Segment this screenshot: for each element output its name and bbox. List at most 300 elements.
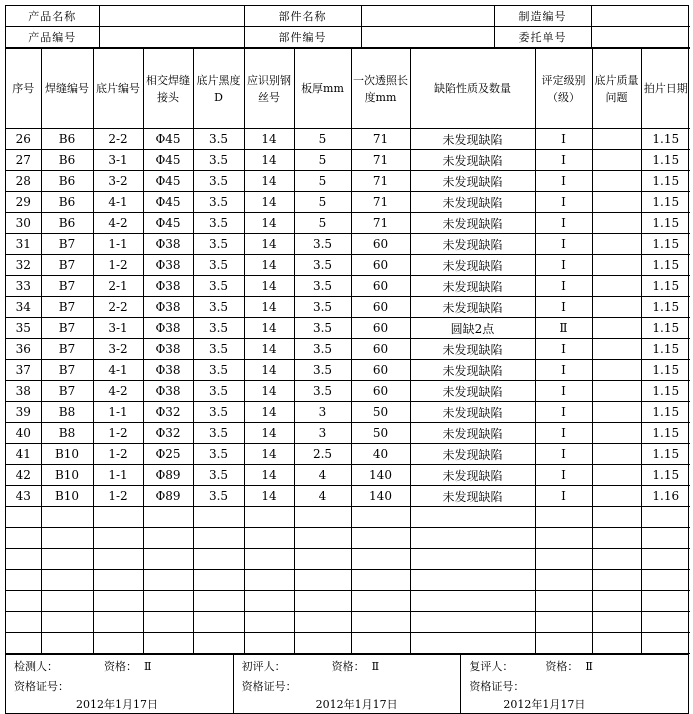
cell-defect: 未发现缺陷 xyxy=(410,150,535,171)
cell-seq: 33 xyxy=(6,276,41,297)
cell-joint: Φ89 xyxy=(143,486,193,507)
empty-cell-grade[interactable] xyxy=(535,570,592,591)
cell-quality xyxy=(592,129,641,150)
empty-cell-defect[interactable] xyxy=(410,570,535,591)
cell-joint: Φ45 xyxy=(143,129,193,150)
cell-length: 71 xyxy=(351,129,410,150)
cell-grade: I xyxy=(535,402,592,423)
cell-grade: Ⅱ xyxy=(535,318,592,339)
cell-seq: 29 xyxy=(6,192,41,213)
table-row xyxy=(6,192,690,213)
empty-cell-grade[interactable] xyxy=(535,612,592,633)
col-grade: 评定级别（级） xyxy=(535,49,592,129)
cell-defect: 未发现缺陷 xyxy=(410,339,535,360)
cell-thick: 3.5 xyxy=(294,318,351,339)
empty-cell-weld[interactable] xyxy=(41,507,93,528)
col-film: 底片编号 xyxy=(93,49,143,129)
cell-quality xyxy=(592,297,641,318)
cell-length: 60 xyxy=(351,360,410,381)
empty-cell-quality[interactable] xyxy=(592,591,641,612)
cell-grade: I xyxy=(535,255,592,276)
empty-table-row xyxy=(6,612,690,633)
cell-iqi: 14 xyxy=(244,255,294,276)
cell-quality xyxy=(592,171,641,192)
cell-thick: 2.5 xyxy=(294,444,351,465)
col-thick: 板厚mm xyxy=(294,49,351,129)
cell-grade: I xyxy=(535,213,592,234)
empty-cell-weld[interactable] xyxy=(41,570,93,591)
manufacture-no-value[interactable] xyxy=(591,6,690,27)
empty-cell-length[interactable] xyxy=(351,507,410,528)
cell-defect: 未发现缺陷 xyxy=(410,465,535,486)
cell-seq: 38 xyxy=(6,381,41,402)
empty-cell-quality[interactable] xyxy=(592,549,641,570)
empty-cell-film[interactable] xyxy=(93,633,143,654)
cell-joint: Φ38 xyxy=(143,360,193,381)
empty-cell-thick[interactable] xyxy=(294,507,351,528)
cell-length: 71 xyxy=(351,192,410,213)
empty-cell-length[interactable] xyxy=(351,570,410,591)
cell-joint: Φ89 xyxy=(143,465,193,486)
cell-seq: 37 xyxy=(6,360,41,381)
empty-cell-joint[interactable] xyxy=(143,612,193,633)
data-rows xyxy=(6,129,690,654)
empty-cell-joint[interactable] xyxy=(143,591,193,612)
cell-defect: 未发现缺陷 xyxy=(410,402,535,423)
cell-film: 1-2 xyxy=(93,423,143,444)
cell-quality xyxy=(592,360,641,381)
cell-film: 1-2 xyxy=(93,486,143,507)
cell-seq: 42 xyxy=(6,465,41,486)
cell-quality xyxy=(592,423,641,444)
product-no-label: 产品编号 xyxy=(6,27,99,48)
cell-quality xyxy=(592,381,641,402)
empty-cell-date[interactable] xyxy=(641,633,690,654)
empty-cell-defect[interactable] xyxy=(410,612,535,633)
cell-seq: 28 xyxy=(6,171,41,192)
empty-cell-iqi[interactable] xyxy=(244,528,294,549)
column-header-row xyxy=(6,49,690,129)
final-reviewer-date: 2012年1月17日 xyxy=(503,698,586,711)
cell-length: 40 xyxy=(351,444,410,465)
product-name-value[interactable] xyxy=(99,6,244,27)
cell-date: 1.15 xyxy=(641,192,690,213)
empty-table-row xyxy=(6,549,690,570)
empty-cell-defect[interactable] xyxy=(410,633,535,654)
empty-cell-date[interactable] xyxy=(641,591,690,612)
cell-film: 4-2 xyxy=(93,213,143,234)
cell-weld: B10 xyxy=(41,465,93,486)
empty-cell-quality[interactable] xyxy=(592,633,641,654)
cell-defect: 未发现缺陷 xyxy=(410,213,535,234)
cell-seq: 40 xyxy=(6,423,41,444)
cell-thick: 3 xyxy=(294,402,351,423)
cell-grade: I xyxy=(535,276,592,297)
cell-density: 3.5 xyxy=(193,213,244,234)
empty-cell-thick[interactable] xyxy=(294,591,351,612)
cell-film: 3-2 xyxy=(93,339,143,360)
cell-weld: B7 xyxy=(41,318,93,339)
cell-density: 3.5 xyxy=(193,318,244,339)
order-no-value[interactable] xyxy=(591,27,690,48)
empty-table-row xyxy=(6,570,690,591)
part-name-value[interactable] xyxy=(361,6,494,27)
empty-cell-thick[interactable] xyxy=(294,612,351,633)
initial-reviewer-date: 2012年1月17日 xyxy=(315,698,398,711)
cell-density: 3.5 xyxy=(193,423,244,444)
cell-iqi: 14 xyxy=(244,276,294,297)
empty-cell-weld[interactable] xyxy=(41,612,93,633)
col-length: 一次透照长度mm xyxy=(351,49,410,129)
cell-density: 3.5 xyxy=(193,360,244,381)
cell-weld: B6 xyxy=(41,129,93,150)
cell-weld: B8 xyxy=(41,402,93,423)
cell-density: 3.5 xyxy=(193,486,244,507)
cell-date: 1.15 xyxy=(641,255,690,276)
empty-cell-seq[interactable] xyxy=(6,591,41,612)
cell-weld: B6 xyxy=(41,213,93,234)
empty-cell-date[interactable] xyxy=(641,570,690,591)
cell-density: 3.5 xyxy=(193,381,244,402)
cell-quality xyxy=(592,255,641,276)
empty-cell-length[interactable] xyxy=(351,528,410,549)
cell-thick: 5 xyxy=(294,213,351,234)
cell-joint: Φ38 xyxy=(143,381,193,402)
cell-defect: 未发现缺陷 xyxy=(410,276,535,297)
empty-cell-density[interactable] xyxy=(193,549,244,570)
cell-density: 3.5 xyxy=(193,297,244,318)
empty-cell-film[interactable] xyxy=(93,549,143,570)
cell-film: 3-1 xyxy=(93,318,143,339)
empty-cell-density[interactable] xyxy=(193,507,244,528)
empty-cell-iqi[interactable] xyxy=(244,507,294,528)
empty-cell-thick[interactable] xyxy=(294,549,351,570)
cell-film: 2-2 xyxy=(93,129,143,150)
cell-iqi: 14 xyxy=(244,213,294,234)
cell-length: 60 xyxy=(351,318,410,339)
empty-cell-grade[interactable] xyxy=(535,549,592,570)
cell-date: 1.15 xyxy=(641,444,690,465)
empty-cell-film[interactable] xyxy=(93,570,143,591)
inspector-date: 2012年1月17日 xyxy=(76,698,158,711)
cell-date: 1.15 xyxy=(641,129,690,150)
cell-quality xyxy=(592,213,641,234)
cell-date: 1.15 xyxy=(641,423,690,444)
cell-quality xyxy=(592,318,641,339)
cell-joint: Φ38 xyxy=(143,339,193,360)
cell-grade: I xyxy=(535,171,592,192)
table-row xyxy=(6,486,690,507)
empty-cell-seq[interactable] xyxy=(6,507,41,528)
cell-seq: 30 xyxy=(6,213,41,234)
cell-film: 1-1 xyxy=(93,465,143,486)
cell-weld: B7 xyxy=(41,339,93,360)
empty-cell-joint[interactable] xyxy=(143,507,193,528)
empty-cell-density[interactable] xyxy=(193,612,244,633)
empty-cell-iqi[interactable] xyxy=(244,591,294,612)
cell-defect: 未发现缺陷 xyxy=(410,192,535,213)
cell-weld: B10 xyxy=(41,444,93,465)
cell-defect: 未发现缺陷 xyxy=(410,255,535,276)
table-row xyxy=(6,297,690,318)
empty-cell-grade[interactable] xyxy=(535,507,592,528)
cell-iqi: 14 xyxy=(244,381,294,402)
cell-length: 60 xyxy=(351,339,410,360)
empty-cell-quality[interactable] xyxy=(592,570,641,591)
cell-iqi: 14 xyxy=(244,171,294,192)
col-defect: 缺陷性质及数量 xyxy=(410,49,535,129)
cell-weld: B7 xyxy=(41,255,93,276)
table-row xyxy=(6,234,690,255)
table-row xyxy=(6,444,690,465)
empty-table-row xyxy=(6,591,690,612)
col-date: 拍片日期 xyxy=(641,49,690,129)
cell-iqi: 14 xyxy=(244,486,294,507)
cell-density: 3.5 xyxy=(193,150,244,171)
part-no-value[interactable] xyxy=(361,27,494,48)
cell-length: 71 xyxy=(351,213,410,234)
cell-quality xyxy=(592,486,641,507)
empty-cell-quality[interactable] xyxy=(592,612,641,633)
cell-iqi: 14 xyxy=(244,297,294,318)
cell-length: 60 xyxy=(351,381,410,402)
cell-joint: Φ32 xyxy=(143,423,193,444)
empty-cell-weld[interactable] xyxy=(41,549,93,570)
col-weld: 焊缝编号 xyxy=(41,49,93,129)
empty-cell-grade[interactable] xyxy=(535,528,592,549)
manufacture-no-label: 制造编号 xyxy=(494,6,591,27)
cell-density: 3.5 xyxy=(193,465,244,486)
empty-cell-seq[interactable] xyxy=(6,633,41,654)
cell-density: 3.5 xyxy=(193,129,244,150)
empty-cell-defect[interactable] xyxy=(410,591,535,612)
cell-joint: Φ32 xyxy=(143,402,193,423)
cell-density: 3.5 xyxy=(193,192,244,213)
cell-seq: 31 xyxy=(6,234,41,255)
cell-iqi: 14 xyxy=(244,423,294,444)
cell-date: 1.15 xyxy=(641,402,690,423)
cell-grade: I xyxy=(535,234,592,255)
cell-quality xyxy=(592,276,641,297)
col-quality: 底片质量问题 xyxy=(592,49,641,129)
empty-cell-grade[interactable] xyxy=(535,633,592,654)
cell-iqi: 14 xyxy=(244,402,294,423)
initial-reviewer-qual-value: Ⅱ xyxy=(371,660,380,673)
cell-seq: 26 xyxy=(6,129,41,150)
product-name-label: 产品名称 xyxy=(6,6,99,27)
empty-cell-length[interactable] xyxy=(351,612,410,633)
cell-grade: I xyxy=(535,360,592,381)
empty-cell-weld[interactable] xyxy=(41,528,93,549)
cell-defect: 未发现缺陷 xyxy=(410,234,535,255)
table-row xyxy=(6,276,690,297)
cell-length: 60 xyxy=(351,276,410,297)
empty-cell-iqi[interactable] xyxy=(244,612,294,633)
empty-cell-quality[interactable] xyxy=(592,528,641,549)
empty-cell-joint[interactable] xyxy=(143,549,193,570)
cell-date: 1.15 xyxy=(641,213,690,234)
cell-thick: 5 xyxy=(294,192,351,213)
empty-cell-weld[interactable] xyxy=(41,633,93,654)
cell-film: 1-1 xyxy=(93,402,143,423)
cell-date: 1.15 xyxy=(641,360,690,381)
table-row xyxy=(6,360,690,381)
cell-joint: Φ45 xyxy=(143,150,193,171)
empty-table-row xyxy=(6,633,690,654)
cell-quality xyxy=(592,465,641,486)
cell-joint: Φ38 xyxy=(143,297,193,318)
part-name-label: 部件名称 xyxy=(244,6,361,27)
empty-cell-defect[interactable] xyxy=(410,528,535,549)
cell-density: 3.5 xyxy=(193,255,244,276)
empty-cell-seq[interactable] xyxy=(6,612,41,633)
cell-seq: 36 xyxy=(6,339,41,360)
cell-date: 1.15 xyxy=(641,318,690,339)
cell-iqi: 14 xyxy=(244,234,294,255)
order-no-label: 委托单号 xyxy=(494,27,591,48)
empty-cell-film[interactable] xyxy=(93,591,143,612)
cell-defect: 未发现缺陷 xyxy=(410,129,535,150)
empty-cell-weld[interactable] xyxy=(41,591,93,612)
cell-weld: B7 xyxy=(41,234,93,255)
cell-thick: 3.5 xyxy=(294,381,351,402)
empty-cell-density[interactable] xyxy=(193,591,244,612)
cell-grade: I xyxy=(535,297,592,318)
empty-cell-quality[interactable] xyxy=(592,507,641,528)
cell-film: 3-1 xyxy=(93,150,143,171)
empty-cell-thick[interactable] xyxy=(294,570,351,591)
empty-cell-joint[interactable] xyxy=(143,528,193,549)
cell-seq: 32 xyxy=(6,255,41,276)
cell-defect: 未发现缺陷 xyxy=(410,360,535,381)
part-no-label: 部件编号 xyxy=(244,27,361,48)
empty-cell-date[interactable] xyxy=(641,612,690,633)
cell-grade: I xyxy=(535,423,592,444)
table-row xyxy=(6,381,690,402)
cell-joint: Φ38 xyxy=(143,276,193,297)
cell-grade: I xyxy=(535,150,592,171)
cell-seq: 35 xyxy=(6,318,41,339)
cell-weld: B6 xyxy=(41,192,93,213)
cell-defect: 未发现缺陷 xyxy=(410,444,535,465)
product-no-value[interactable] xyxy=(99,27,244,48)
empty-cell-iqi[interactable] xyxy=(244,633,294,654)
cell-length: 50 xyxy=(351,423,410,444)
cell-weld: B6 xyxy=(41,150,93,171)
empty-cell-thick[interactable] xyxy=(294,633,351,654)
empty-cell-thick[interactable] xyxy=(294,528,351,549)
empty-cell-film[interactable] xyxy=(93,507,143,528)
final-reviewer-qual-value: Ⅱ xyxy=(585,660,593,673)
cell-iqi: 14 xyxy=(244,192,294,213)
cell-joint: Φ45 xyxy=(143,171,193,192)
empty-cell-density[interactable] xyxy=(193,528,244,549)
cell-thick: 4 xyxy=(294,465,351,486)
empty-cell-grade[interactable] xyxy=(535,591,592,612)
cell-date: 1.15 xyxy=(641,339,690,360)
cell-iqi: 14 xyxy=(244,129,294,150)
final-reviewer-role: 复评人： xyxy=(469,660,514,673)
table-row xyxy=(6,423,690,444)
cell-film: 1-2 xyxy=(93,255,143,276)
signature-block-inspector xyxy=(6,655,234,713)
empty-cell-seq[interactable] xyxy=(6,528,41,549)
cell-thick: 5 xyxy=(294,129,351,150)
cell-grade: I xyxy=(535,381,592,402)
cell-thick: 5 xyxy=(294,150,351,171)
cell-length: 71 xyxy=(351,171,410,192)
cell-density: 3.5 xyxy=(193,276,244,297)
empty-cell-film[interactable] xyxy=(93,528,143,549)
empty-cell-density[interactable] xyxy=(193,633,244,654)
cell-joint: Φ45 xyxy=(143,192,193,213)
empty-cell-defect[interactable] xyxy=(410,507,535,528)
empty-cell-joint[interactable] xyxy=(143,570,193,591)
cell-film: 3-2 xyxy=(93,171,143,192)
cell-film: 1-1 xyxy=(93,234,143,255)
cell-thick: 3.5 xyxy=(294,255,351,276)
cell-density: 3.5 xyxy=(193,234,244,255)
inspection-table xyxy=(6,48,690,654)
inspector-role: 检测人： xyxy=(14,660,58,673)
cell-film: 4-1 xyxy=(93,192,143,213)
cell-length: 140 xyxy=(351,486,410,507)
empty-cell-joint[interactable] xyxy=(143,633,193,654)
empty-cell-length[interactable] xyxy=(351,633,410,654)
empty-cell-iqi[interactable] xyxy=(244,549,294,570)
cell-joint: Φ45 xyxy=(143,213,193,234)
signature-block-final-reviewer xyxy=(461,655,688,713)
cell-density: 3.5 xyxy=(193,444,244,465)
initial-reviewer-qual-label: 资格： xyxy=(331,660,365,673)
empty-cell-seq[interactable] xyxy=(6,570,41,591)
empty-cell-length[interactable] xyxy=(351,591,410,612)
empty-cell-film[interactable] xyxy=(93,612,143,633)
cell-grade: I xyxy=(535,339,592,360)
empty-cell-date[interactable] xyxy=(641,549,690,570)
empty-table-row xyxy=(6,507,690,528)
cell-grade: I xyxy=(535,129,592,150)
empty-cell-date[interactable] xyxy=(641,528,690,549)
cell-defect: 未发现缺陷 xyxy=(410,171,535,192)
cell-weld: B7 xyxy=(41,381,93,402)
cell-length: 71 xyxy=(351,150,410,171)
cell-quality xyxy=(592,150,641,171)
empty-cell-length[interactable] xyxy=(351,549,410,570)
cell-density: 3.5 xyxy=(193,402,244,423)
cell-iqi: 14 xyxy=(244,318,294,339)
empty-cell-seq[interactable] xyxy=(6,549,41,570)
cell-defect: 未发现缺陷 xyxy=(410,381,535,402)
col-seq: 序号 xyxy=(6,49,41,129)
cell-iqi: 14 xyxy=(244,465,294,486)
final-reviewer-qual-label: 资格： xyxy=(545,660,579,673)
cell-density: 3.5 xyxy=(193,339,244,360)
cell-grade: I xyxy=(535,486,592,507)
empty-cell-date[interactable] xyxy=(641,507,690,528)
cell-length: 60 xyxy=(351,234,410,255)
table-row xyxy=(6,465,690,486)
empty-cell-defect[interactable] xyxy=(410,549,535,570)
inspection-report-sheet xyxy=(5,5,689,714)
empty-cell-iqi[interactable] xyxy=(244,570,294,591)
table-row xyxy=(6,402,690,423)
cell-date: 1.15 xyxy=(641,381,690,402)
cell-film: 1-2 xyxy=(93,444,143,465)
empty-cell-density[interactable] xyxy=(193,570,244,591)
inspector-qual-label: 资格： xyxy=(104,660,137,673)
cell-quality xyxy=(592,192,641,213)
